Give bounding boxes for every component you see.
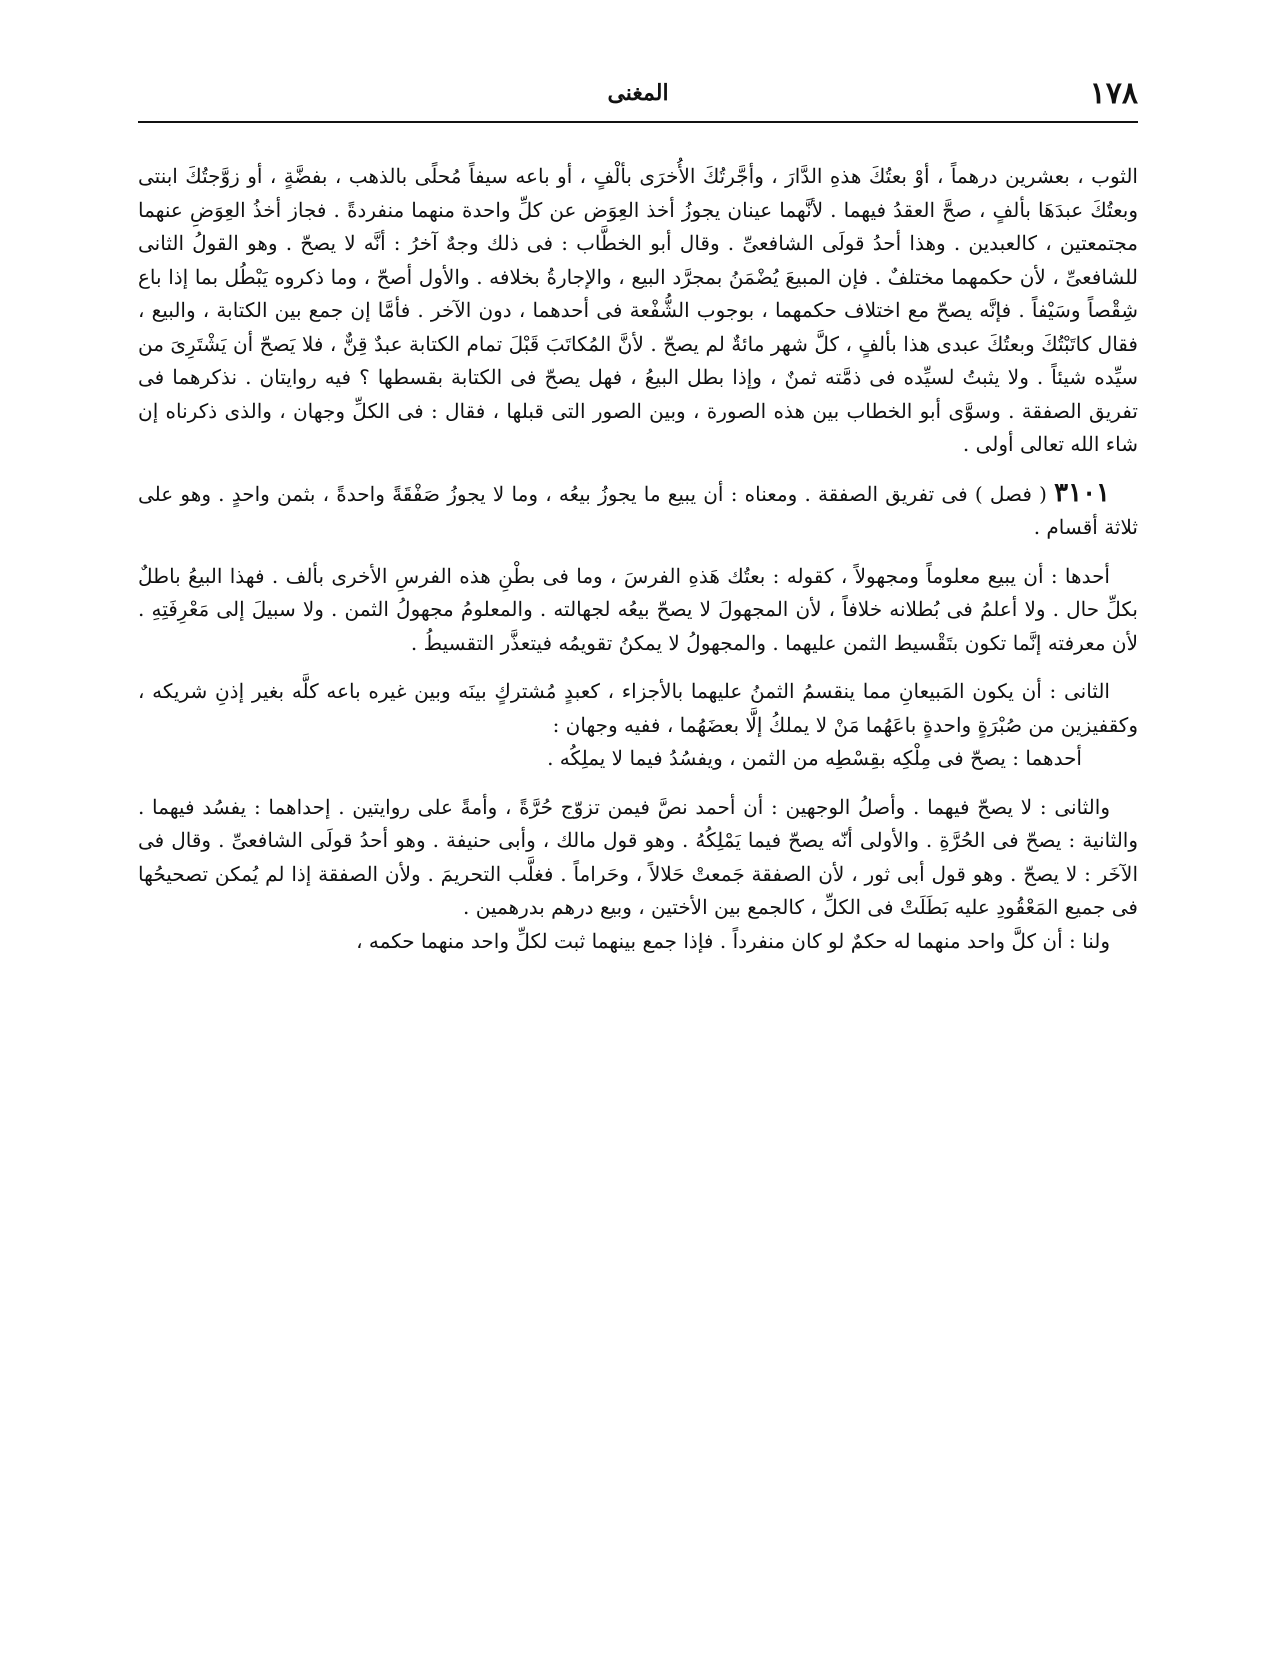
paragraph: ولنا : أن كلَّ واحد منهما له حكمٌ لو كان منفرداً . فإذا جمع بينهما ثبت لكلِّ واحد منهما حكمه ، — [356, 928, 1110, 953]
body-text — [138, 160, 1138, 958]
page-header — [138, 66, 1138, 116]
running-title: المغنى — [607, 80, 669, 106]
paragraph: والثانى : لا يصحّ فيهما . وأصلُ الوجهين : أن أحمد نصَّ فيمن تزوّج حُرَّةً ، وأمةً على روايتين . إحداهما : يفسُد فيهما . والثانية : يصحّ فى الحُرَّةِ . والأولى أنّه يصحّ فيما يَمْلِكُهُ . وهو قول مالك ، وأبى حنيفة . وهو أحدُ قولَى الشافعىِّ . وقال فى الآخَر : لا يصحّ . وهو قول أبى ثور ، لأن الصفقة جَمعتْ حَلالاً ، وحَراماً . فغلَّب التحريمَ . ولأن الصفقة إذا لم يُمكن تصحيحُها فى جميع المَعْقُودِ عليه بَطَلَتْ فى الكلِّ ، كالجمع بين الأختين ، وبيع درهم بدرهمين . — [138, 794, 1138, 919]
paragraph: الثوب ، بعشرين درهماً ، أوْ بعتُكَ هذهِ الدَّارَ ، وأجَّرتُكَ الأُخرَى بألْفٍ ، أو باعه سيفاً مُحلًى بالذهب ، بفضَّةٍ ، أو زوَّجتُكَ ابنتى وبعتُكَ عبدَهَا بألفٍ ، صحَّ العقدُ فيهما . لأنَّهما عينان يجوزُ أخذ العِوَض عن كلِّ واحدة منهما منفردةً . فجاز أخذُ العِوَضِ عنهما مجتمعتين ، كالعبدين . وهذا أحدُ قولَى الشافعىِّ . وقال أبو الخطَّاب : فى ذلك وجهٌ آخرُ : أنَّه لا يصحّ . وهو القولُ الثانى للشافعىِّ ، لأن حكمهما مختلفٌ . فإن المبيعَ يُضْمَنُ بمجرَّد البيع ، والإجارةُ بخلافه . والأول أصحّ ، وما ذكروه يَبْطُل بما إذا باع شِقْصاً وسَيْفاً . فإنَّه يصحّ مع اختلاف حكمهما ، بوجوب الشُّفْعة فى أحدهما ، دون الآخر . فأمَّا إن جمع بين الكتابة ، والبيع ، فقال كاتَبْتُكَ وبعتُكَ عبدى هذا بألفٍ ، كلَّ شهر مائةٌ لم يصحّ . لأنَّ المُكاتَبَ قَبْلَ تمام الكتابة عبدٌ قِنٌّ ، فلا يَصحّ أن يَشْتَرِىَ من سيِّده شيئاً . ولا يثبتُ لسيِّده فى ذمَّته ثمنٌ ، وإذا بطل البيعُ ، فهل يصحّ فى الكتابة بقسطها ؟ فيه روايتان . نذكرهما فى تفريق الصفقة . وسوَّى أبو الخطاب بين هذه الصورة ، وبين الصور التى قبلها ، فقال : فى الكلِّ وجهان ، والذى ذكرناه إن شاء الله تعالى أولى . — [138, 164, 1138, 456]
section-paragraph — [138, 477, 1138, 545]
section-number: ٣١٠١ — [1054, 477, 1111, 508]
paragraph: الثانى : أن يكون المَبيعانِ مما ينقسمُ الثمنُ عليهما بالأجزاء ، كعبدٍ مُشتركٍ بينَه وبين غيره باعه كلَّه بغير إذنِ شريكه ، وكقفيزين من صُبْرَةٍ واحدةٍ باعَهُما مَنْ لا يملكُ إلَّا بعضَهُما ، ففيه وجهان : — [138, 679, 1138, 737]
page-number: ١٧٨ — [1089, 76, 1138, 111]
paragraph: أحدها : أن يبيع معلوماً ومجهولاً ، كقوله : بعتُك هَذهِ الفرسَ ، وما فى بطْنِ هذه الفرسِ الأخرى بألف . فهذا البيعُ باطلٌ بكلِّ حال . ولا أعلمُ فى بُطلانه خلافاً ، لأن المجهولَ لا يصحّ بيعُه لجهالته . والمعلومُ مجهولُ الثمن . ولا سبيلَ إلى مَعْرِفَتِهِ . لأن معرفته إنَّما تكون بتَقْسيط الثمن عليهما . والمجهولُ لا يمكنُ تقويمُه فيتعذَّر التقسيطُ . — [138, 563, 1138, 655]
header-divider — [138, 121, 1138, 123]
section-text: ( فصل ) فى تفريق الصفقة . ومعناه : أن يبيع ما يجوزُ بيعُه ، وما لا يجوزُ صَفْقَةً واحدةً ، بثمن واحدٍ . وهو على ثلاثة أقسام . — [138, 481, 1138, 539]
paragraph: أحدهما : يصحّ فى مِلْكِه بقِسْطِه من الثمن ، ويفسُدُ فيما لا يملِكُه . — [547, 746, 1082, 770]
